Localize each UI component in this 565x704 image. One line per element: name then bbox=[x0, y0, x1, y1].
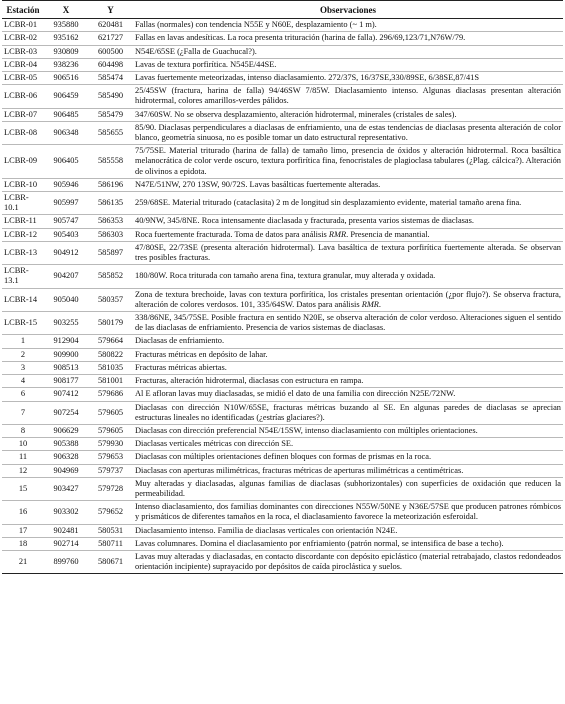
observations-cell: Fracturas métricas abiertas. bbox=[133, 361, 563, 374]
table-row bbox=[2, 121, 563, 144]
x-coordinate-cell: 906516 bbox=[44, 72, 88, 85]
table-row bbox=[2, 348, 563, 361]
table-row bbox=[2, 375, 563, 388]
table-row bbox=[2, 145, 563, 179]
table-header bbox=[2, 1, 563, 19]
y-coordinate-cell: 586303 bbox=[88, 228, 133, 241]
y-coordinate-cell: 579605 bbox=[88, 401, 133, 424]
x-coordinate-cell: 905747 bbox=[44, 215, 88, 228]
x-coordinate-cell: 905388 bbox=[44, 438, 88, 451]
table-row bbox=[2, 388, 563, 401]
header-observaciones: Observaciones bbox=[133, 1, 563, 19]
observations-table bbox=[2, 0, 563, 574]
station-cell: 15 bbox=[2, 477, 44, 500]
observations-cell: Diaclasas con múltiples orientaciones definen bloques con formas de prismas en la roca. bbox=[133, 451, 563, 464]
y-coordinate-cell: 579737 bbox=[88, 464, 133, 477]
y-coordinate-cell: 621727 bbox=[88, 32, 133, 45]
x-coordinate-cell: 905997 bbox=[44, 192, 88, 215]
x-coordinate-cell: 907254 bbox=[44, 401, 88, 424]
x-coordinate-cell: 907412 bbox=[44, 388, 88, 401]
observations-cell: 47/80SE, 22/73SE (presenta alteración hidrotermal). Lava basáltica de textura porfirítica fuertemente alterada. Se observan tres posibles fracturas. bbox=[133, 241, 563, 264]
table-row bbox=[2, 477, 563, 500]
station-cell: LCBR-04 bbox=[2, 58, 44, 71]
table-body bbox=[2, 19, 563, 574]
station-cell: 10 bbox=[2, 438, 44, 451]
table-row bbox=[2, 85, 563, 108]
x-coordinate-cell: 930809 bbox=[44, 45, 88, 58]
observations-cell: 75/75SE. Material triturado (harina de falla) de tamaño limo, presencia de óxidos y alteración hidrotermal. Roca basáltica melanocrática de color verde oscuro, textura porfirítica fina, fenocristales de plagioclasa tabulares (¿Plag. cálcica?). Alteración de olivinos a epidota. bbox=[133, 145, 563, 179]
y-coordinate-cell: 579652 bbox=[88, 501, 133, 524]
observations-cell: Diaclasas con aperturas milimétricas, fracturas métricas de aperturas milimétricas a centimétricas. bbox=[133, 464, 563, 477]
table-row bbox=[2, 58, 563, 71]
table-row bbox=[2, 19, 563, 32]
x-coordinate-cell: 906328 bbox=[44, 451, 88, 464]
station-cell: 2 bbox=[2, 348, 44, 361]
station-cell: LCBR-13 bbox=[2, 241, 44, 264]
y-coordinate-cell: 579930 bbox=[88, 438, 133, 451]
observations-cell: Diaclasas de enfriamiento. bbox=[133, 335, 563, 348]
y-coordinate-cell: 579653 bbox=[88, 451, 133, 464]
observations-cell: Al E afloran lavas muy diaclasadas, se midió el dato de una familia con dirección N25E/72NW. bbox=[133, 388, 563, 401]
table-row bbox=[2, 451, 563, 464]
y-coordinate-cell: 581001 bbox=[88, 375, 133, 388]
observations-cell: Lavas fuertemente meteorizadas, intenso diaclasamiento. 272/37S, 16/37SE,330/89SE, 6/38SE,87/41S bbox=[133, 72, 563, 85]
y-coordinate-cell: 580531 bbox=[88, 524, 133, 537]
station-cell: LCBR-01 bbox=[2, 19, 44, 32]
x-coordinate-cell: 908177 bbox=[44, 375, 88, 388]
y-coordinate-cell: 585655 bbox=[88, 121, 133, 144]
table-row bbox=[2, 524, 563, 537]
table-row bbox=[2, 438, 563, 451]
station-cell: 1 bbox=[2, 335, 44, 348]
table-row bbox=[2, 361, 563, 374]
table-row bbox=[2, 72, 563, 85]
header-row bbox=[2, 1, 563, 19]
y-coordinate-cell: 604498 bbox=[88, 58, 133, 71]
observations-cell: Zona de textura brechoide, lavas con textura porfirítica, los cristales presentan orientación (¿por flujo?). Se observa fractura, alteración de colores verdosos. 101, 335/64SW. Datos para análisis RMR. bbox=[133, 288, 563, 311]
y-coordinate-cell: 586353 bbox=[88, 215, 133, 228]
station-cell: LCBR-08 bbox=[2, 121, 44, 144]
y-coordinate-cell: 581035 bbox=[88, 361, 133, 374]
y-coordinate-cell: 586196 bbox=[88, 178, 133, 191]
x-coordinate-cell: 903302 bbox=[44, 501, 88, 524]
observations-cell: Diaclasas con dirección preferencial N54E/15SW, intenso diaclasamiento con múltiples orientaciones. bbox=[133, 424, 563, 437]
observations-cell: 180/80W. Roca triturada con tamaño arena fina, textura granular, muy alterada y oxidada. bbox=[133, 265, 563, 288]
observations-cell: 259/68SE. Material triturado (cataclasita) 2 m de longitud sin desplazamiento evidente, material tamaño arena fina. bbox=[133, 192, 563, 215]
station-cell: 3 bbox=[2, 361, 44, 374]
station-cell: 12 bbox=[2, 464, 44, 477]
observations-cell: Fallas en lavas andesíticas. La roca presenta trituración (harina de falla). 296/69,123/71,N76W/79. bbox=[133, 32, 563, 45]
x-coordinate-cell: 935880 bbox=[44, 19, 88, 32]
header-estacion: Estación bbox=[2, 1, 44, 19]
station-cell: 8 bbox=[2, 424, 44, 437]
observations-cell: Fracturas métricas en depósito de lahar. bbox=[133, 348, 563, 361]
station-cell: LCBR-09 bbox=[2, 145, 44, 179]
y-coordinate-cell: 600500 bbox=[88, 45, 133, 58]
table-row bbox=[2, 401, 563, 424]
table-row bbox=[2, 45, 563, 58]
station-cell: 11 bbox=[2, 451, 44, 464]
table-row bbox=[2, 32, 563, 45]
x-coordinate-cell: 906348 bbox=[44, 121, 88, 144]
y-coordinate-cell: 580357 bbox=[88, 288, 133, 311]
table-row bbox=[2, 178, 563, 191]
x-coordinate-cell: 906405 bbox=[44, 145, 88, 179]
station-cell: 18 bbox=[2, 537, 44, 550]
observations-cell: 347/60SW. No se observa desplazamiento, alteración hidrotermal, minerales (cristales de sales). bbox=[133, 108, 563, 121]
table-row bbox=[2, 424, 563, 437]
station-cell: LCBR-03 bbox=[2, 45, 44, 58]
x-coordinate-cell: 906459 bbox=[44, 85, 88, 108]
observations-cell: N54E/65SE (¿Falla de Guachucal?). bbox=[133, 45, 563, 58]
station-cell: LCBR-11 bbox=[2, 215, 44, 228]
station-cell: 7 bbox=[2, 401, 44, 424]
station-cell: 21 bbox=[2, 550, 44, 573]
x-coordinate-cell: 938236 bbox=[44, 58, 88, 71]
station-cell: LCBR-10.1 bbox=[2, 192, 44, 215]
y-coordinate-cell: 585558 bbox=[88, 145, 133, 179]
table-row bbox=[2, 501, 563, 524]
observations-cell: 85/90. Diaclasas perpendiculares a diaclasas de enfriamiento, una de estas tendencias de diaclasas presenta alteración de color blanco, geometría sinuosa, no es posible tomar un dato estructural representativo. bbox=[133, 121, 563, 144]
y-coordinate-cell: 579664 bbox=[88, 335, 133, 348]
observations-cell: 338/86NE, 345/75SE. Posible fractura en sentido N20E, se observa alteración de color verdoso. Alteraciones siguen el sentido de las diaclasas de enfriamiento. Presencia de varios sistemas de diaclasas. bbox=[133, 312, 563, 335]
y-coordinate-cell: 585479 bbox=[88, 108, 133, 121]
x-coordinate-cell: 904207 bbox=[44, 265, 88, 288]
table-row bbox=[2, 215, 563, 228]
station-cell: LCBR-06 bbox=[2, 85, 44, 108]
table-row bbox=[2, 335, 563, 348]
station-cell: LCBR-02 bbox=[2, 32, 44, 45]
observations-table-page bbox=[2, 0, 563, 574]
observations-cell: Diaclasas con dirección N10W/65SE, fracturas métricas buzando al SE. En algunas paredes de diaclasas se aprecian estructuras lineales no identificadas (¿estrías glaciares?). bbox=[133, 401, 563, 424]
x-coordinate-cell: 903255 bbox=[44, 312, 88, 335]
y-coordinate-cell: 579686 bbox=[88, 388, 133, 401]
observations-cell: Lavas de textura porfirítica. N545E/44SE. bbox=[133, 58, 563, 71]
y-coordinate-cell: 586135 bbox=[88, 192, 133, 215]
table-row bbox=[2, 108, 563, 121]
y-coordinate-cell: 579728 bbox=[88, 477, 133, 500]
station-cell: LCBR-12 bbox=[2, 228, 44, 241]
x-coordinate-cell: 935162 bbox=[44, 32, 88, 45]
x-coordinate-cell: 899760 bbox=[44, 550, 88, 573]
observations-cell: Diaclasas verticales métricas con dirección SE. bbox=[133, 438, 563, 451]
station-cell: LCBR-15 bbox=[2, 312, 44, 335]
table-row bbox=[2, 537, 563, 550]
observations-cell: Lavas muy alteradas y diaclasadas, en contacto discordante con depósito epiclástico (material retrabajado, clastos redondeados orientación incipiente) suprayacido por depósitos de caída piroclástica y suelos. bbox=[133, 550, 563, 573]
x-coordinate-cell: 903427 bbox=[44, 477, 88, 500]
table-row bbox=[2, 312, 563, 335]
table-row bbox=[2, 265, 563, 288]
x-coordinate-cell: 906485 bbox=[44, 108, 88, 121]
x-coordinate-cell: 905946 bbox=[44, 178, 88, 191]
station-cell: LCBR-07 bbox=[2, 108, 44, 121]
observations-cell: Lavas columnares. Domina el diaclasamiento por enfriamiento (patrón normal, se intensifica de base a techo). bbox=[133, 537, 563, 550]
y-coordinate-cell: 580179 bbox=[88, 312, 133, 335]
table-row bbox=[2, 241, 563, 264]
x-coordinate-cell: 905040 bbox=[44, 288, 88, 311]
observations-cell: 25/45SW (fractura, harina de falla) 94/46SW 7/85W. Diaclasamiento intenso. Algunas diaclasas presentan alteración hidrotermal, colores amarillos-verdes pálidos. bbox=[133, 85, 563, 108]
station-cell: LCBR-10 bbox=[2, 178, 44, 191]
station-cell: 16 bbox=[2, 501, 44, 524]
x-coordinate-cell: 912904 bbox=[44, 335, 88, 348]
x-coordinate-cell: 904912 bbox=[44, 241, 88, 264]
table-row bbox=[2, 464, 563, 477]
y-coordinate-cell: 580822 bbox=[88, 348, 133, 361]
observations-cell: Muy alteradas y diaclasadas, algunas familias de diaclasas (subhorizontales) con superficies de oxidación que reducen la permeabilidad. bbox=[133, 477, 563, 500]
header-y: Y bbox=[88, 1, 133, 19]
observations-cell: Roca fuertemente fracturada. Toma de datos para análisis RMR. Presencia de manantial. bbox=[133, 228, 563, 241]
y-coordinate-cell: 620481 bbox=[88, 19, 133, 32]
station-cell: LCBR-05 bbox=[2, 72, 44, 85]
y-coordinate-cell: 585852 bbox=[88, 265, 133, 288]
y-coordinate-cell: 585474 bbox=[88, 72, 133, 85]
station-cell: LCBR-14 bbox=[2, 288, 44, 311]
x-coordinate-cell: 909900 bbox=[44, 348, 88, 361]
x-coordinate-cell: 904969 bbox=[44, 464, 88, 477]
y-coordinate-cell: 585897 bbox=[88, 241, 133, 264]
x-coordinate-cell: 902714 bbox=[44, 537, 88, 550]
table-row bbox=[2, 550, 563, 573]
y-coordinate-cell: 580711 bbox=[88, 537, 133, 550]
station-cell: 17 bbox=[2, 524, 44, 537]
x-coordinate-cell: 902481 bbox=[44, 524, 88, 537]
station-cell: 4 bbox=[2, 375, 44, 388]
observations-cell: N47E/51NW, 270 13SW, 90/72S. Lavas basálticas fuertemente alteradas. bbox=[133, 178, 563, 191]
observations-cell: Diaclasamiento intenso. Familia de diaclasas verticales con orientación N24E. bbox=[133, 524, 563, 537]
observations-cell: Fracturas, alteración hidrotermal, diaclasas con estructura en rampa. bbox=[133, 375, 563, 388]
x-coordinate-cell: 906629 bbox=[44, 424, 88, 437]
observations-cell: Intenso diaclasamiento, dos familias dominantes con direcciones N55W/50NE y N36E/57SE que producen patrones rómbicos y prismáticos de diferentes tamaños en la roca, el diaclasamiento favorece la meteorización esferoidal. bbox=[133, 501, 563, 524]
y-coordinate-cell: 579605 bbox=[88, 424, 133, 437]
header-x: X bbox=[44, 1, 88, 19]
station-cell: 6 bbox=[2, 388, 44, 401]
x-coordinate-cell: 908513 bbox=[44, 361, 88, 374]
table-row bbox=[2, 228, 563, 241]
y-coordinate-cell: 585490 bbox=[88, 85, 133, 108]
station-cell: LCBR-13.1 bbox=[2, 265, 44, 288]
y-coordinate-cell: 580671 bbox=[88, 550, 133, 573]
observations-cell: 40/9NW, 345/8NE. Roca intensamente diaclasada y fracturada, presenta varios sistemas de diaclasas. bbox=[133, 215, 563, 228]
table-row bbox=[2, 288, 563, 311]
observations-cell: Fallas (normales) con tendencia N55E y N60E, desplazamiento (~ 1 m). bbox=[133, 19, 563, 32]
x-coordinate-cell: 905403 bbox=[44, 228, 88, 241]
table-row bbox=[2, 192, 563, 215]
